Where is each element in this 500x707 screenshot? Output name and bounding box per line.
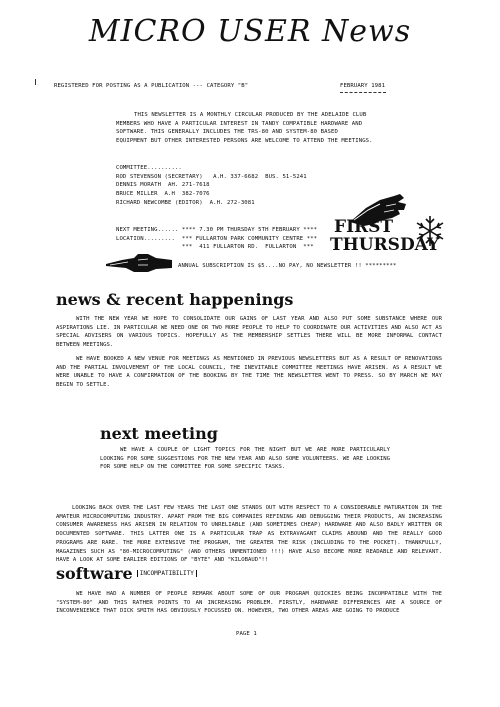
committee-member: DENNIS MORATH AH. 271-7618 <box>116 182 210 189</box>
incompatibility-tag: INCOMPATIBILITY <box>137 570 197 577</box>
intro-line: SOFTWARE. THIS GENERALLY INCLUDES THE TRS-80 AND SYSTEM-80 BASED <box>116 129 338 136</box>
intro-line: MEMBERS WHO HAVE A PARTICULAR INTEREST IN TANDY COMPATIBLE HARDWARE AND <box>116 120 363 127</box>
committee-member: ROD STEVENSON (SECRETARY) A.H. 337-6682 BUS. 51-5241 <box>116 173 307 180</box>
news-paragraph-1: WITH THE NEW YEAR WE HOPE TO CONSOLIDATE OUR GAINS OF LAST YEAR AND ALSO PUT SOME SUBSTANCE WHERE OUR ASPIRATIONS LIE. IN PARTICULAR WE NEED ONE OR TWO MORE PEOPLE TO HELP TO COORDINATE OUR ACTIVITIES AND ALSO ACT AS SPECIAL ADVISERS ON VARIOUS TOPICS. HOPEFULLY AS THE MEMBERSHIP SETTLES THERE WILL BE MORE INFORMAL CONTACT BETWEEN MEETINGS. <box>56 316 442 349</box>
issue-date: FEBRUARY 1981 <box>340 83 386 89</box>
committee-member: RICHARD NEWCOMBE (EDITOR) A.H. 272-3081 <box>116 199 255 206</box>
page-number: PAGE 1 <box>236 631 257 637</box>
first-word: FIRST <box>334 217 394 237</box>
address-line: *** 411 FULLARTON RD. FULLARTON *** <box>116 244 314 251</box>
committee-title: COMMITTEE.......... <box>116 165 182 171</box>
software-paragraph: WE HAVE HAD A NUMBER OF PEOPLE REMARK ABOUT SOME OF OUR PROGRAM QUICKIES BEING INCOMPATIBLE WITH THE "SYSTEM-80" AND THIS RATHER POINTS TO AN INCREASING PROBLEM. FIRSTLY, HARDWARE DIFFERENCES ARE A SOURCE OF INCONVENIENCE THAT DICK SMITH HAS OBVIOUSLY FOCUSSED ON. HOWEVER, TWO OTHER AREAS ARE GOING TO PRODUCE <box>56 591 442 615</box>
margin-mark <box>35 79 36 85</box>
masthead-title: MICRO USER News <box>88 14 412 49</box>
committee-member: BRUCE MILLER A.H 382-7076 <box>116 191 210 198</box>
location-line: LOCATION......... *** FULLARTON PARK COMMUNITY CENTRE *** <box>116 235 318 242</box>
committee-block <box>116 164 307 208</box>
thursday-word: THURSDAY <box>330 235 440 255</box>
next-meeting-heading: next meeting <box>100 424 218 443</box>
software-heading-row <box>56 564 197 583</box>
looking-back-paragraph: LOOKING BACK OVER THE LAST FEW YEARS THE LAST ONE STANDS OUT WITH RESPECT TO A CONSIDERABLE MATURATION IN THE AMATEUR MICROCOMPUTING INDUSTRY. APART FROM THE BIG COMPANIES REFINING AND DEBUGGING THEIR PRODUCTS, AN INCREASING CONSUMER AWARENESS HAS ARISEN IN RELATION TO UNRELIABLE (AND SOMETIMES CHEAP) HARDWARE AND ALSO BADLY WRITTEN OR DOCUMENTED SOFTWARE. THIS LATTER ONE IS A PARTICULAR TRAP AS EXTRAVAGANT CLAIMS ABOUND AND THE REALLY GOOD PROGRAMS ARE RARE. THE MORE EXTENSIVE THE PROGRAM, THE GREATER THE RISK (INCLUDING TO THE POCKET). THANKFULLY, MAGAZINES SUCH AS "80-MICROCOMPUTING" (AND OTHERS UNMENTIONED !!!) HAVE ALSO BECOME MORE READABLE AND RELEVANT. HAVE A LOOK AT SOME EARLIER EDITIONS OF "BYTE" AND "KILOBAUD"!! <box>56 505 442 564</box>
intro-line: EQUIPMENT BUT OTHER INTERESTED PERSONS ARE WELCOME TO ATTEND THE MEETINGS. <box>116 138 373 145</box>
pointing-hand-left-icon <box>104 250 174 278</box>
registration-line: REGISTERED FOR POSTING AS A PUBLICATION --- CATEGORY "B" <box>54 83 249 89</box>
next-meeting-line: NEXT MEETING...... **** 7.30 PM THURSDAY 5TH FEBRUARY **** <box>116 227 318 233</box>
subscription-note: ANNUAL SUBSCRIPTION IS $5....NO PAY, NO NEWSLETTER !! ********* <box>178 263 397 269</box>
software-heading: software <box>56 564 133 583</box>
date-underline <box>340 92 386 93</box>
news-paragraph-2: WE HAVE BOOKED A NEW VENUE FOR MEETINGS AS MENTIONED IN PREVIOUS NEWSLETTERS BUT AS A RESULT OF RENOVATIONS AND THE PARTIAL INVOLVEMENT OF THE LOCAL COUNCIL, THE INEVITABLE COMMITTEE MEETINGS HAVE ARISEN. AS A RESULT WE WERE UNABLE TO HAVE A CONFIRMATION OF THE BOOKING BY THE TIME THE NEWSLETTER WENT TO PRESS. SO BY MARCH WE MAY BEGIN TO SETTLE. <box>56 356 442 389</box>
news-heading: news & recent happenings <box>56 290 294 309</box>
intro-line: THIS NEWSLETTER IS A MONTHLY CIRCULAR PRODUCED BY THE ADELAIDE CLUB <box>134 112 367 118</box>
next-meeting-paragraph: WE HAVE A COUPLE OF LIGHT TOPICS FOR THE NIGHT BUT WE ARE MORE PARTICULARLY LOOKING FOR SOME SUGGESTIONS FOR THE NEW YEAR AND ALSO SOME VOLUNTEERS. WE ARE LOOKING FOR SOME HELP ON THE COMMITTEE FOR SOME SPECIFIC TASKS. <box>100 447 390 471</box>
intro-block <box>116 111 373 146</box>
meeting-info <box>116 226 317 252</box>
first-thursday-banner <box>330 218 439 254</box>
